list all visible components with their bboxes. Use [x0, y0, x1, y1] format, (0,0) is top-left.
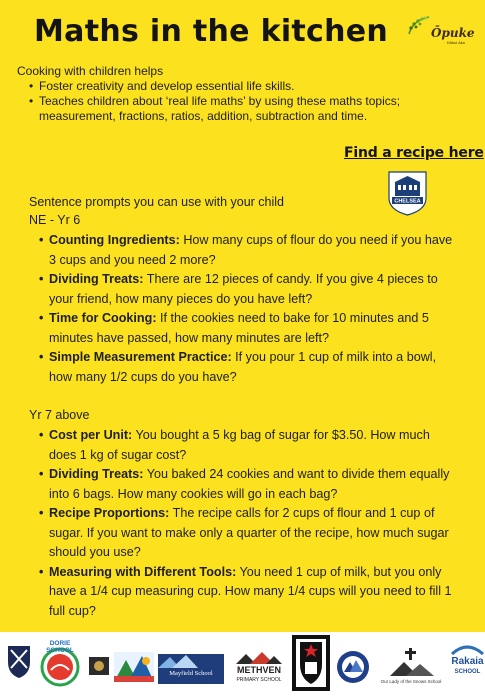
prompt-heading: Dividing Treats:	[49, 467, 144, 481]
prompt-text: You bought a 5 kg bag of sugar for $3.50. How much does 1 kg of sugar cost?	[49, 428, 430, 462]
prompt-heading: Counting Ingredients:	[49, 233, 180, 247]
prompts-lead: Sentence prompts you can use with your child	[29, 195, 284, 209]
mayfield-school-name: Mayfield School	[169, 670, 213, 677]
opuke-subtitle: Kāhui Ako	[447, 40, 466, 45]
intro-bullet: • Foster creativity and develop essential life skills.	[29, 79, 457, 94]
prompt-item	[39, 563, 459, 622]
prompt-list	[39, 231, 459, 387]
prompt-item	[39, 309, 459, 348]
prompt-text: You baked 24 cookies and want to divide them equally into 6 bags. How many cookies will go in each bag?	[49, 467, 450, 501]
dorie-school-name: DORIE SCHOOL	[46, 640, 74, 654]
badge-label: CHELSEA	[394, 198, 421, 205]
school-crest-logo	[6, 644, 32, 680]
our-lady-school-name: Our Lady of the Snows School	[380, 679, 442, 684]
methven-school-logo	[230, 652, 288, 686]
round-school-logo	[336, 650, 370, 684]
school-logos-footer	[0, 632, 485, 696]
dorie-school-logo	[37, 640, 83, 690]
prompt-text: You need 1 cup of milk, but you only have a 1/4 cup measuring cup. How many 1/4 cups will you need to fill 1 full cup?	[49, 564, 452, 618]
rakaia-school-logo	[450, 642, 485, 690]
prompt-item	[39, 231, 459, 270]
prompt-item	[39, 426, 459, 465]
section-yr7-above	[29, 406, 459, 621]
prompt-heading: Recipe Proportions:	[49, 506, 170, 520]
school-emblem-logo	[88, 656, 110, 676]
intro-block	[17, 64, 457, 124]
prompt-text: The recipe calls for 2 cups of flour and 1 cup of sugar. If you want to make only a quarter of the recipe, how much sugar should you use?	[49, 506, 449, 559]
prompt-heading: Measuring with Different Tools:	[49, 564, 237, 579]
page-title: Maths in the kitchen	[34, 14, 389, 49]
prompt-text: If the cookies need to bake for 10 minutes and 5 minutes have passed, how many minutes are left?	[49, 311, 429, 345]
prompt-heading: Dividing Treats:	[49, 272, 144, 286]
methven-school-subtitle: PRIMARY SCHOOL	[236, 677, 282, 683]
prompt-text: How many cups of flour do you need if you have 3 cups and you need 2 more?	[49, 233, 453, 267]
prompt-item	[39, 465, 459, 504]
prompt-item	[39, 348, 459, 387]
prompt-item	[39, 270, 459, 309]
prompt-item	[39, 504, 459, 563]
prompt-text: There are 12 pieces of candy. If you give 4 pieces to your friend, how many pieces do you have left?	[49, 272, 438, 306]
mountain-school-logo	[114, 652, 154, 682]
rakaia-school-name: Rakaia	[451, 656, 484, 667]
find-recipe-link[interactable]: Find a recipe here	[344, 145, 484, 161]
prompt-list	[39, 426, 459, 621]
level-label: Yr 7 above	[29, 408, 90, 422]
intro-list	[29, 79, 457, 124]
our-lady-snows-logo	[378, 646, 444, 690]
intro-bullet: • Teaches children about ‘real life maths’ by using these maths topics; measurement, fractions, ratios, addition, subtraction and time.	[29, 94, 457, 124]
prompt-heading: Simple Measurement Practice:	[49, 350, 232, 364]
section-ne-yr6	[29, 193, 459, 387]
black-crest-logo	[291, 634, 331, 692]
opuke-wordmark: Ōpuke	[431, 26, 475, 40]
mayfield-school-logo	[158, 654, 224, 684]
opuke-logo	[405, 14, 477, 48]
rakaia-school-subtitle: SCHOOL	[454, 669, 481, 675]
intro-lead: Cooking with children helps	[17, 64, 164, 78]
prompt-heading: Cost per Unit:	[49, 428, 133, 442]
level-label: NE - Yr 6	[29, 213, 81, 227]
prompt-text: If you pour 1 cup of milk into a bowl, how many 1/2 cups do you have?	[49, 350, 437, 384]
prompt-heading: Time for Cooking:	[49, 311, 157, 325]
methven-school-name: METHVEN	[236, 665, 281, 675]
